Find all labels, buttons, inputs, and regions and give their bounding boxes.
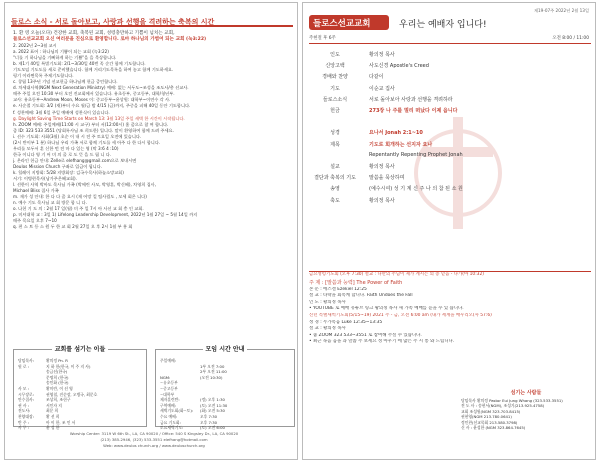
minister-row: 교회 조성원(NGM 323.703.8415) bbox=[461, 408, 521, 414]
staff-role: 사 무 : bbox=[18, 425, 30, 431]
church-logo-text: 들로스선교교회 bbox=[313, 19, 371, 29]
staff-names: 황의정 Pn. R bbox=[46, 358, 68, 363]
schedule-box-title: 모임 시간 안내 bbox=[203, 346, 248, 353]
news-item: q. 편 스 트 등 스 원 두 한 교 회 2월 27일 오 후 2시 1월 부 흥 회 bbox=[13, 224, 133, 230]
staff-names: 송인화 (한국) bbox=[46, 380, 69, 386]
staff-role: 담임목사: bbox=[18, 358, 34, 363]
schedule-event: 새벽기도회(화~토): bbox=[160, 408, 194, 414]
schedule-event: 금요 기도회: bbox=[160, 419, 181, 425]
schedule-time: (오전 10:30) bbox=[200, 374, 223, 380]
schedule-time: (정) 오후 1:30 bbox=[200, 397, 225, 403]
news-item: k. 힐레이 지방회: 5/28 지방회장: 김국수목사(하늘소망교회) bbox=[13, 169, 124, 175]
header-divider bbox=[309, 43, 591, 44]
staff-names: 황미란, 이 선 영 bbox=[46, 385, 73, 391]
order-part: 들로스소식 bbox=[322, 96, 348, 103]
minister-row: 전 도 사 : 송현서(NGM), 조성기(213.925.4758) bbox=[461, 403, 545, 409]
news-item: p. 미셔대학 교 : 3일 1) Lifelong Leadership Development, 2022년 1월 27일 ~ 5월 14일 까지 bbox=[13, 212, 198, 218]
order-part: 기도 bbox=[330, 85, 340, 92]
news-item: 교사: 유초등부~Andrew Moon, Moses 이: 중고등부~윤상원: 대학부~이연수 각 사. bbox=[13, 97, 171, 103]
welcome-intro bbox=[13, 31, 295, 43]
news-item: c. 창립 13주년 기념 선교헌금 하나님께 헌금 증언합니다. bbox=[13, 79, 118, 85]
news-item: 매주 주일 오전 10:30 부터 오전 진교회에서 있습니다. 유초등부, 중고등부, 대학/청년부. bbox=[13, 91, 175, 97]
schedule-box bbox=[155, 346, 295, 431]
news-item: 2. 2022년 2~3월 교시 bbox=[13, 43, 57, 48]
order-detail: 사도신경 Apostle's Creed bbox=[369, 63, 429, 70]
order-detail: 황의정 목사 bbox=[369, 197, 395, 204]
news-item: 매주 목요일 오후 7~10 bbox=[13, 218, 57, 224]
minister-row: 담임목사 황의정 Pastor Eui Jung Whang (323.533.3551) bbox=[461, 398, 563, 403]
staff-names: 최문 희 bbox=[46, 408, 59, 414]
schedule-time: 2부 오전 11:00 bbox=[200, 369, 227, 375]
website-line: Web: www.deulos church.org / www.deuloschurch.org bbox=[103, 443, 205, 448]
order-detail: 황의정 목사 bbox=[369, 163, 395, 170]
church-address-footer bbox=[13, 431, 295, 449]
schedule-time: 오후 7:30 bbox=[200, 419, 218, 425]
order-part: 인도 bbox=[330, 52, 340, 59]
schedule-event: 주일예배: bbox=[160, 358, 176, 363]
staff-box-title: 교회를 섬기는 이들 bbox=[52, 346, 109, 353]
staff-role: 반 주 : bbox=[18, 419, 30, 425]
staff-names: 황 선 희 bbox=[46, 413, 60, 419]
order-part: 헌금 bbox=[330, 108, 340, 115]
staff-role: 권 사 : bbox=[18, 402, 30, 408]
news-item: 줌 ID: 323 533 3551 (당회록사님 조 희도한) 입니다. 말이 환영하여 함께 드려 주세요. bbox=[13, 127, 174, 133]
staff-role: 사 모 : bbox=[18, 385, 30, 391]
staff-names: 송금선(한국) bbox=[46, 369, 68, 375]
order-part: 신앙고백 bbox=[325, 63, 345, 70]
staff-names: 아 이 한, 조 인 서 bbox=[46, 419, 76, 425]
news-item: m. 재가 성 안내: 한 다 다 줌 요시 (재 어망 킬 팀사림도 , 모세 회은 니다) bbox=[13, 194, 147, 200]
schedule-event: 수요 예배: bbox=[160, 413, 178, 419]
order-row bbox=[309, 127, 591, 138]
news-item: (2시 반이부 1 분) 하나님 우리 가족 서로 함께 기도를 세 아주 다 한 다시 합니다. bbox=[13, 139, 161, 145]
issue-date: 제19-07주 2022년 2월 13일 bbox=[533, 8, 589, 13]
news-item: n. 예수 기도 목사님 교 회 방문 합 니 다. bbox=[13, 200, 87, 206]
order-row bbox=[309, 60, 591, 71]
staff-role: 원 로 : bbox=[18, 363, 30, 369]
schedule-time: 오후 7:30 bbox=[200, 413, 218, 419]
order-detail: Repentantly Repenting Prophet Jonah bbox=[369, 152, 463, 159]
sermon-line: • YOUTUBE 로 예배 유튜브 링크 황의정 목사 새 가족 예배를 듣을 수 있 습니다. bbox=[309, 306, 464, 312]
news-item: b. 제1기 40일 특별기도회: 2/1~3/30일 40번 꼭 순간 함께 기도합니다. bbox=[13, 61, 146, 67]
news-item: g. Daylight Saving Time Starts on March 13: 3월 13일 주일 새벽 한 시간이 시작됩니다. bbox=[13, 115, 185, 121]
schedule-list bbox=[160, 358, 290, 431]
order-detail: 서로 돌아보아 사랑과 선행을 격려하라 bbox=[369, 96, 453, 103]
dawn-line: • 최근 녹음 음을 과 말씀 주 보세요 성 아우기 에 많은 주 시 통 와 드립니다. bbox=[309, 339, 455, 345]
news-item: i. 선수 기도회: 사회(3월) 초순 이 내 시 전 주 토요일 오전에 있습니다. bbox=[13, 133, 142, 139]
order-part: 성경 bbox=[330, 130, 340, 137]
order-row bbox=[309, 83, 591, 94]
sermon-line: 설 교 : 타락을 회복케 합니다. Faith Undoes the Fall bbox=[309, 293, 413, 299]
staff-names: 조상희, 조헌구 bbox=[46, 397, 71, 403]
schedule-event: ~대학부 bbox=[160, 391, 175, 397]
order-row bbox=[309, 161, 591, 172]
sermon-line: 인 도 : 황의정 목사 bbox=[309, 299, 346, 305]
service-times: 오전 8:00 / 11:00 bbox=[552, 36, 589, 41]
weekly-announcements bbox=[309, 271, 591, 346]
news-list bbox=[13, 43, 295, 230]
order-part: 경배와 찬양 bbox=[322, 74, 348, 81]
order-row bbox=[309, 194, 591, 205]
minister-row: 정인찬(선교목회 213.580.3798) bbox=[461, 419, 518, 425]
order-of-worship bbox=[309, 49, 591, 206]
schedule-event: 제자훈련반: bbox=[160, 397, 180, 403]
sermon-theme: 주 제 : [말씀과 능력] The Power of Faith bbox=[309, 279, 403, 286]
news-item: 우리를 모두서 훈 신한 먼 전 마 다 있는 영 (막 3:6 4 :10) bbox=[13, 145, 119, 151]
news-item: 평기 이라면목록 주제기도합니다. bbox=[13, 73, 74, 79]
order-detail: (예수시여) 성 기 계 신 주 나 의 참 된 소 원 bbox=[369, 186, 463, 193]
staff-names: 권영철, 진순장, 오병국, 최문호 bbox=[46, 391, 98, 397]
news-item: "너를 기 하나님을 기뻐하게 하는 기쁨"을 을 묵상합니다. bbox=[13, 55, 117, 61]
liturgical-week: 주현절 후 6주 bbox=[309, 36, 336, 41]
news-item: 한국 이니다 영 기 어 미 의 줄 로 도 뜻 을 드 립 니 다. bbox=[13, 151, 112, 157]
right-page bbox=[302, 2, 596, 460]
worship-slogan: 우리는 예배자 입니다! bbox=[399, 20, 487, 30]
friday-prayer-notice: 금요성령기도회 (오후 7:30) 설교 : 나만의 주님이 제가 계시는 의 증 믿음 - 나가(마 10:32) bbox=[309, 272, 484, 277]
order-row bbox=[309, 94, 591, 105]
news-item: j. 온라인 헌금 안내: Zelle로 elefhang@gmail.com으로 보내시면 bbox=[13, 157, 137, 163]
order-detail: 이순교 집사 bbox=[369, 85, 395, 92]
staff-names: 지 하 한(한국, 이 주 지 사) bbox=[46, 363, 91, 369]
news-title: 들로스 소식 - 서로 돌아보고, 사랑과 선행을 격려하는 축복의 시간 bbox=[11, 18, 215, 26]
schedule-event: ~중고등부 bbox=[160, 385, 178, 391]
order-part: 결단과 축복의 기도 bbox=[314, 175, 356, 182]
schedule-row bbox=[160, 425, 290, 431]
order-detail: 요나서 Jonah 2:1~10 bbox=[369, 130, 423, 137]
order-part: 제목 bbox=[330, 141, 340, 148]
order-row bbox=[309, 150, 591, 161]
schedule-event: 토요새벽기도: bbox=[160, 425, 184, 431]
order-row bbox=[309, 49, 591, 60]
order-row bbox=[309, 139, 591, 150]
news-item: 기도모임 기도도를 새로 준비했습니다. 함께 거리기도목록을 하여 놓고 함께 기도하세요. bbox=[13, 67, 174, 73]
schedule-time: (토) 오전 6:00 bbox=[200, 425, 225, 431]
order-detail: 기도로 회개하는 선지자 요나 bbox=[369, 141, 433, 148]
schedule-time: (토) 오전 11:30 bbox=[200, 402, 228, 408]
minister-row: 권현영(NGM 213.780.0641) bbox=[461, 414, 512, 420]
order-row bbox=[309, 116, 591, 127]
news-item: o. 나헌 기 도 의 : 2월 17 일(월) 미 주 일 7시 아 사선 교 회 충 인 교회. bbox=[13, 206, 144, 212]
left-page bbox=[4, 2, 298, 460]
order-row bbox=[309, 183, 591, 194]
minister-row: 신 사 : 윤성한 (NGM 323.864.7645) bbox=[461, 425, 526, 431]
schedule-time: (화) 오전 5:30 bbox=[200, 408, 225, 414]
sermon-line: 본 문 : 에스겔 Ezekiel 12:25 bbox=[309, 286, 367, 292]
staff-names: 서인자 지 bbox=[46, 402, 62, 408]
order-detail: 다같이 bbox=[369, 74, 384, 81]
staff-role: 찬양대장: bbox=[18, 413, 34, 419]
news-item: d. 차세대사역(NGM Next Generation Ministry) 예배: 없는 서두도~조성을 조도사/총 선교사. bbox=[13, 85, 189, 91]
news-item: Michael Bliss 집사 가족 bbox=[13, 188, 59, 194]
news-item: l. 선한이 사역 박아도 목사님 가족 (박에린 사모, 박영훈, 박신혜), 차영희 집사, bbox=[13, 182, 157, 188]
staff-box bbox=[13, 346, 147, 431]
news-item: 서기: 이병현목사(남가주은혜교회). bbox=[13, 176, 77, 182]
staff-list bbox=[18, 358, 142, 431]
order-detail: 말씀을 묵상하며 bbox=[369, 175, 405, 182]
schedule-event: 구역예배: bbox=[160, 402, 176, 408]
order-row bbox=[309, 172, 591, 183]
news-item: a. 2022 표어 : 하나님의 기쁨이 되는 교회 (눅3:22) bbox=[13, 49, 109, 55]
news-item: f. 성찬예배: 3월 6일 주일 예배에 성찬식이 있습니다. bbox=[13, 109, 110, 115]
welcome-line-2: 들로스선교교회 오신 여러분을 진심으로 환영합니다. 로마 하나님의 가볍어 되는 교회 (눅3:22) bbox=[13, 37, 207, 43]
news-item: h. ZOOM 예배: 주일예배(11:00 시 교구) 부터 서(12:00시) 홈 줌으로 참 여 합니다. bbox=[13, 121, 169, 127]
staff-names: 윤 성 한 bbox=[46, 425, 60, 431]
order-detail: 황의정 목사 bbox=[369, 52, 395, 59]
schedule-event: ~유초등부 bbox=[160, 380, 178, 386]
staff-row bbox=[18, 425, 142, 431]
order-row bbox=[309, 105, 591, 116]
dawn-line: 설 교 : 황의정 목사 bbox=[309, 326, 346, 332]
order-row bbox=[309, 71, 591, 82]
dawn-prayer-notice: 신년 특별새벽기도회(5/15~19) 2021 주 - 금, 오전 6:00 am (내가 세계을 배우리오(사 57:6) bbox=[309, 312, 492, 318]
church-logo bbox=[309, 15, 389, 30]
news-item: e. 사순절 기도회: 3/2 (재)부터 수요 월/금 밤 4/15 (금)까지, 주중을 피해 40일 동안 기도합니다. bbox=[13, 103, 191, 109]
news-title-bar bbox=[11, 9, 293, 27]
staff-role: 시무장로: bbox=[18, 391, 34, 397]
welcome-line-1: 1. 환 영 오늘(오다) 건강한 교회, 축복된 교회, 성령충만하고 기쁨이 넘치는 교회, bbox=[13, 31, 175, 36]
dawn-line: 성 경 : 누가복음 Luke 12:35~13:35 bbox=[309, 319, 383, 325]
order-part: 설교 bbox=[330, 163, 340, 170]
staff-names: 문명희 (한국) bbox=[46, 374, 69, 380]
order-detail: 273장 나 주를 멀리 떠났다 이제 옵니다 bbox=[369, 108, 458, 115]
staff-role: 전도사: bbox=[18, 408, 31, 414]
order-part: 송영 bbox=[330, 186, 340, 193]
news-item: Deulos Mission Church 구좌로 입금이 됩니다. bbox=[13, 163, 103, 169]
ministers-list bbox=[461, 389, 591, 430]
dawn-line: • 줌 ZOOM 323 533~3551 로 참여해 주실 수 있습니다. bbox=[309, 332, 422, 338]
schedule-event: NGM: bbox=[160, 374, 171, 380]
ministers-title: 섬기는 사람들 bbox=[510, 390, 542, 396]
schedule-time: 1부 오전 7:00 bbox=[200, 363, 225, 369]
address-line: Worship Center: 3119 W 6th St., LA, CA 90020 / Office: 540 S Kingsley Dr., LA, CA 90020 bbox=[69, 431, 239, 436]
staff-role: 안수집사: bbox=[18, 397, 34, 403]
order-part: 축도 bbox=[330, 197, 340, 204]
contact-line: (213) 385-2946, (323) 533-3551 elefhang@hotmail.com bbox=[100, 437, 208, 442]
